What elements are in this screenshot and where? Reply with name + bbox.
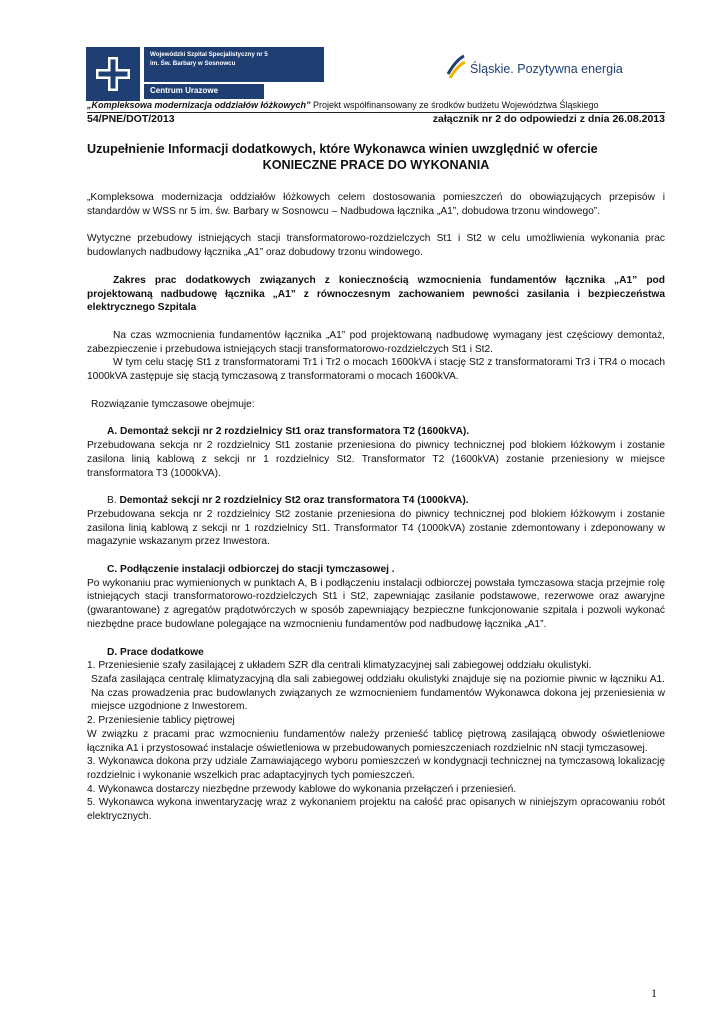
section-b-body: Przebudowana sekcja nr 2 rozdzielnicy St2 zostanie przeniesiona do piwnicy technicznej pod blokiem łóżkowym i zostanie zasilona linią kablową z sekcji nr 1 rozdzielnicy St1. Transformator T4 (1000kVA) zostanie zdemontowany i zdeponowany w magazynie wskazanym przez Inwestora. [87, 508, 665, 548]
document-title: Uzupełnienie Informacji dodatkowych, które Wykonawca winien uwzględnić w ofercie [87, 142, 598, 156]
centrum-label: Centrum Urazowe [144, 84, 264, 99]
reference-line [87, 113, 665, 125]
section-b-prefix: B. [107, 495, 120, 507]
project-name: „Kompleksowa modernizacja oddziałów łóżkowych” [87, 100, 311, 110]
section-a-heading: A. Demontaż sekcji nr 2 rozdzielnicy St1 oraz transformatora T2 (1600kVA). [107, 426, 470, 438]
section-c-body: Po wykonaniu prac wymienionych w punktach A, B i podłączeniu instalacji odbiorczej powstała tymczasowa stacja przejmie rolę istniejących stacji transformatorowo-rozdzielczych St1 i St2, zapewniając zasilanie podstawowe, rezerwowe oraz awaryjne (gwarantowane) z agregatów prądotwórczych w sposób zapewniający bezpieczne funkcjonowanie szpitala i pozwoli wykonać niezbędne prace budowlane polegające na wzmocnieniu fundamentów pod nadbudowę łącznika „A1”. [87, 577, 665, 630]
section-d-item-2-body: W związku z pracami prac wzmocnieniu fundamentów należy przenieść tablicę piętrową zasilającą obwody oświetleniowe łącznika A1 i przystosować instalacje oświetleniowa w przebudowanych pomieszczeniach rozdzielnic nN stacji tymczasowej. [87, 728, 665, 754]
project-funding: Projekt współfinansowany ze środków budżetu Województwa Śląskiego [310, 100, 599, 110]
hospital-name-line2: im. Św. Barbary w Sosnowcu [150, 60, 236, 67]
section-a-body: Przebudowana sekcja nr 2 rozdzielnicy St1 zostanie przeniesiona do piwnicy technicznej pod blokiem łóżkowym i zostanie zasilona linią kablową z sekcji nr 1 rozdzielnicy St2. Transformator T2 (1600kVA) zostanie przeniesiony w miejsce transformatora T3 (1000kVA). [87, 440, 665, 479]
paragraph-6: Rozwiązanie tymczasowe obejmuje: [91, 398, 255, 410]
section-d-item-5: 5. Wykonawca wykona inwentaryzację wraz z wykonaniem projektu na całość prac opisanych w niniejszym opracowaniu robót elektrycznych. [87, 797, 665, 823]
hospital-logo [86, 47, 140, 101]
page-number: 1 [651, 986, 657, 1000]
attachment-note: załącznik nr 2 do odpowiedzi z dnia 26.08.2013 [432, 113, 665, 125]
cross-icon [96, 57, 130, 91]
section-d-item-1-body: Szafa zasilająca centralę klimatyzacyjną dla sali zabiegowej oddziału okulistyki znajduje się na poziomie piwnic w łączniku A1. Na czas prowadzenia prac budowlanych związanych ze wzmocnieniem fundamentów Wykonawca dokona jej przeniesienia w miejsce uzgodnione z Inwestorem. [91, 673, 665, 713]
document-subtitle: KONIECZNE PRACE DO WYKONANIA [262, 158, 490, 172]
section-d-item-1: 1. Przeniesienie szafy zasilającej z układem SZR dla centrali klimatyzacyjnej sali zabiegowej oddziału okulistyki. [87, 660, 592, 672]
paragraph-scope: Zakres prac dodatkowych związanych z koniecznością wzmocnienia fundamentów łącznika „A1” pod projektowaną nadbudowę łącznika „A1” z równoczesnym zachowaniem pewności zasilania i bezpieczeństwa elektrycznego Szpitala [87, 274, 665, 314]
section-d-item-4: 4. Wykonawca dostarczy niezbędne przewody kablowe do wykonania przełączeń i przeniesień. [87, 783, 517, 795]
region-slogan: Śląskie. Pozytywna energia [470, 62, 623, 76]
hospital-name-line1: Wojewódzki Szpital Specjalistyczny nr 5 [150, 51, 268, 58]
paragraph-1: „Kompleksowa modernizacja oddziałów łóżkowych celem dostosowania pomieszczeń do obowiązujących przepisów i standardów w WSS nr 5 im. św. Barbary w Sosnowcu – Nadbudowa łącznika „A1”, dobudowa trzonu windowego”. [87, 192, 665, 217]
reference-number: 54/PNE/DOT/2013 [87, 113, 175, 125]
slaskie-logo-icon [446, 54, 466, 80]
section-b-title: Demontaż sekcji nr 2 rozdzielnicy St2 oraz transformatora T4 (1000kVA). [119, 495, 469, 507]
section-b-heading [87, 494, 665, 508]
project-line [87, 100, 665, 113]
section-d-item-3: 3. Wykonawca dokona przy udziale Zamawiającego wyboru pomieszczeń w kondygnacji technicznej na tymczasową lokalizację rozdzielnic i wykonanie wszelkich prac adaptacyjnych tych pomieszczeń. [87, 756, 665, 781]
paragraph-4: Na czas wzmocnienia fundamentów łącznika „A1” pod projektowaną nadbudowę wymagany jest częściowy demontaż, zabezpieczenie i przebudowa istniejących stacji transformatorowo-rozdzielczych St1 i St2. [87, 329, 665, 355]
hospital-name [144, 47, 324, 82]
section-c-heading: C. Podłączenie instalacji odbiorczej do stacji tymczasowej . [107, 564, 395, 576]
paragraph-2: Wytyczne przebudowy istniejących stacji transformatorowo-rozdzielczych St1 i St2 w celu umożliwienia wykonania prac budowlanych nadbudowy łącznika „A1” oraz dobudowy trzonu windowego. [87, 233, 665, 259]
document-body [87, 142, 665, 824]
section-d-heading: D. Prace dodatkowe [107, 646, 204, 658]
paragraph-5: W tym celu stację St1 z transformatorami Tr1 i Tr2 o mocach 1600kVA i stację St2 z transformatorami Tr3 i TR4 o mocach 1000kVA zastępuje się stacją tymczasową z transformatorami o mocach 1600kVA. [87, 357, 665, 383]
section-d-item-2: 2. Przeniesienie tablicy piętrowej [87, 715, 235, 727]
